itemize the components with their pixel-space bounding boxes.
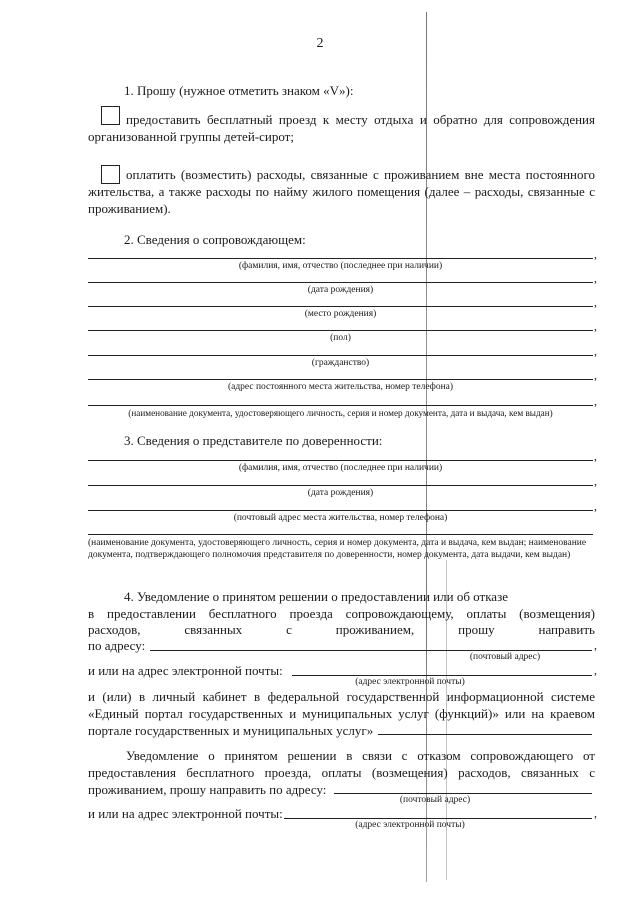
- section4-line1: [124, 588, 594, 605]
- email-prefix: и или на адрес электронной почты:: [88, 663, 283, 678]
- refusal-postal-line[interactable]: [334, 793, 592, 794]
- refusal-email-line[interactable]: [284, 818, 592, 819]
- escort-birthdate-line[interactable]: [88, 282, 593, 283]
- escort-birthplace-caption: (место рождения): [304, 309, 377, 319]
- escort-sex-caption: (пол): [330, 333, 351, 343]
- representative-birthdate-caption: (дата рождения): [307, 488, 374, 498]
- escort-birthdate-caption: (дата рождения): [307, 285, 374, 295]
- escort-sex-line[interactable]: [88, 330, 593, 331]
- portal-line[interactable]: [378, 734, 592, 735]
- representative-name-line[interactable]: [88, 460, 593, 461]
- section3-title: 3. Сведения о представителе по доверенности:: [124, 433, 383, 448]
- representative-birthdate-line[interactable]: [88, 485, 593, 486]
- representative-document-line[interactable]: [88, 534, 593, 535]
- escort-id-document-caption: (наименование документа, удостоверяющего личность, серия и номер документа, дата и выдача, кем выдан): [128, 408, 553, 418]
- representative-address-caption: (почтовый адрес места жительства, номер телефона): [233, 513, 448, 523]
- section4-heading: 4. Уведомление о принятом решении о предоставлении или об отказе: [124, 589, 508, 604]
- representative-name-caption: (фамилия, имя, отчество (последнее при наличии): [238, 463, 443, 473]
- escort-name-line[interactable]: [88, 258, 593, 259]
- document-page: 2 1. Прошу (нужное отметить знаком «V»): предоставить бесплатный проезд к месту отдыха и обратно для сопровождения организованной группы детей-сирот; оплатить (возместить) расходы, связанные с проживанием вне места постоянного жительства, а также расходы по найму жилого помещения (далее – расходы, связанные с проживанием). 2. Сведения о сопровождающем: , (фамилия, имя, отчество (последнее при наличии) , (дата рождения) , (место рождения) , (пол) , (гражданство) , (адрес постоянного места жительства, номер телефона) , (наименование документа, удостоверяющего личность, серия и номер документа, дата и выдача, кем выдан) 3. Сведения о представителе по доверенности: , (фамилия, имя, отчество (последнее при наличии) , (дата рождения) , (почтовый адрес места жительства, номер телефона) (наименование документа, удостоверяющего личность, серия и номер документа, дата и выдача, кем выдан; наименование документа, подтверждающего полномочия представителя по доверенности, номер документа, дата выдачи, кем выдан) 4. Уведомление о принятом решении о предоставлении или об отказе в предоставлении бесплатного проезда сопровождающему, оплаты (возмещения) расходов, связанных с проживанием, прошу направить по адресу: , (почтовый адрес) и или на адрес электронной почты: , (адрес электронной почты) и (или) в личный кабинет в федеральной государственной информационной системе «Единый портал государственных и муниципальных услуг (функций)» или на краевом портале государственных и муниципальных услуг» Уведомление о принятом решении в связи с отказом сопровождающего от предоставления бесплатного проезда, оплаты (возмещения) расходов, связанных с проживанием, прошу направить по адресу: (почтовый адрес) и или на адрес электронной почты: , (адрес электронной почты): [0, 0, 640, 905]
- escort-id-document-line[interactable]: [88, 405, 593, 406]
- escort-name-caption: (фамилия, имя, отчество (последнее при наличии): [238, 261, 443, 271]
- escort-address-caption: (адрес постоянного места жительства, номер телефона): [227, 382, 454, 392]
- escort-address-line[interactable]: [88, 379, 593, 380]
- escort-birthplace-line[interactable]: [88, 306, 593, 307]
- postal-address-line[interactable]: [150, 650, 592, 651]
- postal-address-caption: (почтовый адрес): [469, 652, 541, 662]
- representative-address-line[interactable]: [88, 510, 593, 511]
- refusal-email-prefix: и или на адрес электронной почты:: [88, 806, 283, 821]
- section2-title: 2. Сведения о сопровождающем:: [124, 232, 306, 247]
- escort-citizenship-caption: (гражданство): [311, 358, 370, 368]
- refusal-notice-text: Уведомление о принятом решении в связи с отказом сопровождающего от предоставления бесплатного проезда, оплаты (возмещения) расходов, связанных с проживанием, прошу направить по адресу:: [88, 748, 595, 797]
- email-line[interactable]: [292, 675, 592, 676]
- representative-document-caption: (наименование документа, удостоверяющего личность, серия и номер документа, дата и выдача, кем выдан; наименование документа, подтверждающего полномочия представителя по доверенности, номер документа, дата выдачи, кем выдан): [88, 538, 587, 560]
- section4-line3: расходов, связанных с проживанием, прошу направить: [88, 622, 595, 637]
- option1-text: предоставить бесплатный проезд к месту отдыха и обратно для сопровождения организованной группы детей-сирот;: [88, 112, 595, 144]
- email-caption: (адрес электронной почты): [355, 677, 465, 687]
- refusal-email-caption: (адрес электронной почты): [355, 820, 465, 830]
- option2-text: оплатить (возместить) расходы, связанные с проживанием вне места постоянного жительства, а также расходы по найму жилого помещения (далее – расходы, связанные с проживанием).: [88, 167, 595, 216]
- section4-line2: в предоставлении бесплатного проезда сопровождающему, оплаты (возмещения): [88, 606, 595, 621]
- portal-text: и (или) в личный кабинет в федеральной государственной информационной системе «Единый портал государственных и муниципальных услуг (функций)» или на краевом портале государственных и муниципальных услуг»: [88, 689, 595, 738]
- page-number: 2: [316, 36, 324, 51]
- section1-title: 1. Прошу (нужное отметить знаком «V»):: [124, 83, 354, 98]
- refusal-postal-caption: (почтовый адрес): [399, 795, 471, 805]
- escort-citizenship-line[interactable]: [88, 355, 593, 356]
- postal-address-prefix: по адресу:: [88, 638, 146, 653]
